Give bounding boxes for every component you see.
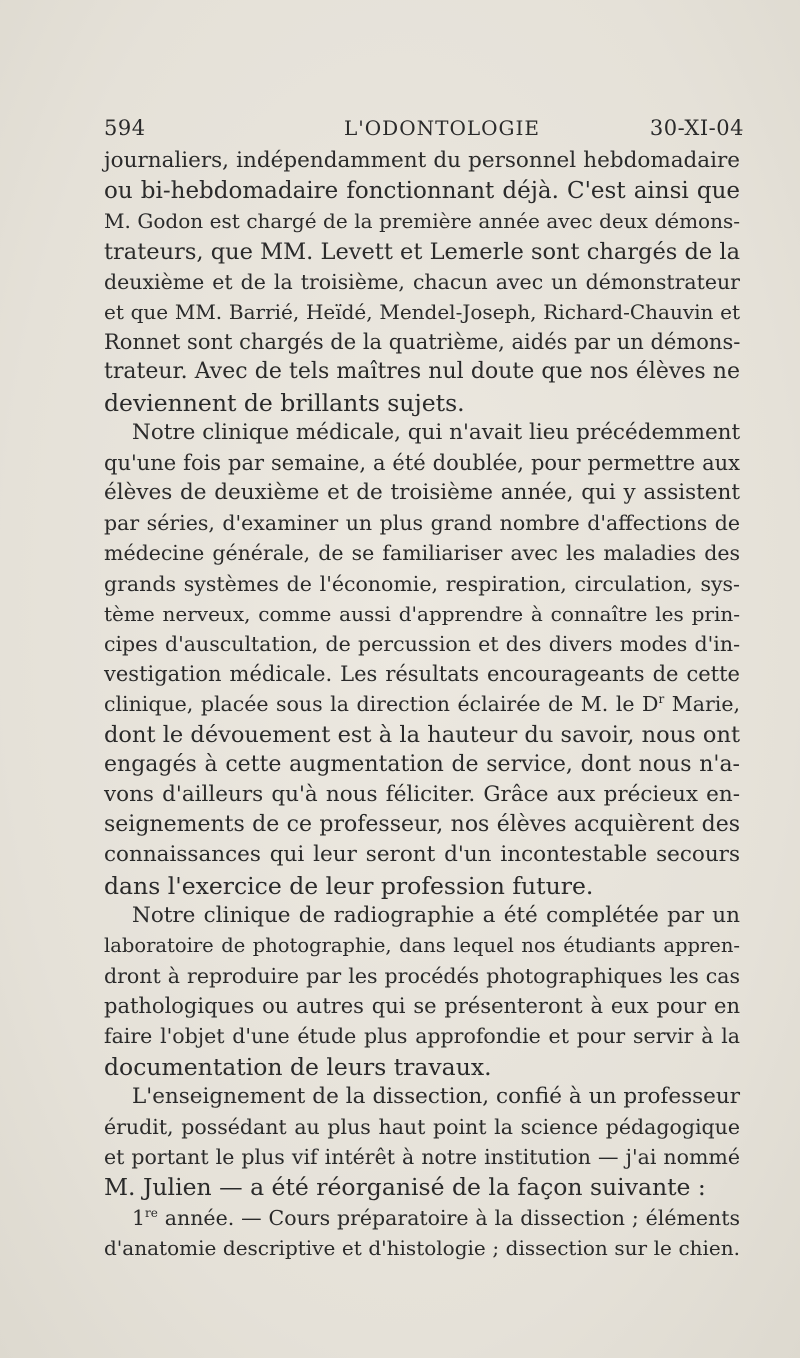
text-line: et portant le plus vif intérêt à notre institution — j'ai nommé (104, 1145, 740, 1170)
text-line: tème nerveux, comme aussi d'apprendre à connaître les prin- (104, 601, 740, 626)
journal-title: L'ODONTOLOGIE (344, 116, 540, 140)
text-line: M. Julien — a été réorganisé de la façon suivante : (104, 1173, 706, 1202)
text-line: par séries, d'examiner un plus grand nombre d'affections de (104, 511, 740, 536)
text-line: qu'une fois par semaine, a été doublée, pour permettre aux (104, 450, 740, 475)
text-line: dront à reproduire par les procédés photographiques les cas (104, 964, 740, 989)
text-line: L'enseignement de la dissection, confié à un professeur (132, 1083, 740, 1109)
text-line: connaissances qui leur seront d'un incontestable secours (104, 842, 740, 868)
article-body (104, 146, 740, 1263)
page-number: 594 (104, 116, 146, 140)
text-line: médecine générale, de se familiariser avec les maladies des (104, 541, 740, 566)
text-line: et que MM. Barrié, Heïdé, Mendel-Joseph, Richard-Chauvin et (104, 299, 740, 324)
issue-date: 30-XI-04 (649, 116, 744, 140)
text-line: vestigation médicale. Les résultats encourageants de cette (104, 662, 740, 687)
text-line: 1re année. — Cours préparatoire à la dissection ; éléments (132, 1205, 740, 1230)
text-line: d'anatomie descriptive et d'histologie ; dissection sur le chien. (104, 1235, 740, 1260)
running-header (104, 116, 744, 146)
text-line: deviennent de brillants sujets. (104, 388, 465, 417)
text-line: dans l'exercice de leur profession future. (104, 871, 594, 900)
text-line: documentation de leurs travaux. (104, 1052, 492, 1081)
text-line: clinique, placée sous la direction éclairée de M. le $D^r$ Marie, (104, 692, 741, 717)
text-line: Notre clinique de radiographie a été complétée par un (132, 902, 740, 928)
text-line: M. Godon est chargé de la première année avec deux démons- (104, 209, 740, 234)
text-line: ou bi-hebdomadaire fonctionnant déjà. C'est ainsi que (104, 178, 740, 205)
text-line: seignements de ce professeur, nos élèves acquièrent des (104, 812, 740, 838)
text-line: faire l'objet d'une étude plus approfondie et pour servir à la (104, 1024, 740, 1049)
text-line: Ronnet sont chargés de la quatrième, aidés par un démons- (104, 330, 741, 355)
text-line: trateurs, que MM. Levett et Lemerle sont chargés de la (104, 238, 740, 265)
text-line: deuxième et de la troisième, chacun avec un démonstrateur (104, 269, 740, 294)
text-line: laboratoire de photographie, dans lequel nos étudiants appren- (104, 933, 740, 957)
text-line: trateur. Avec de tels maîtres nul doute que nos élèves ne (104, 359, 740, 385)
text-line: cipes d'auscultation, de percussion et des divers modes d'in- (104, 632, 740, 656)
text-line: pathologiques ou autres qui se présenteront à eux pour en (104, 994, 740, 1019)
text-line: dont le dévouement est à la hauteur du savoir, nous ont (104, 721, 740, 748)
text-line: engagés à cette augmentation de service, dont nous n'a- (104, 751, 740, 777)
text-line: grands systèmes de l'économie, respiration, circulation, sys- (104, 571, 740, 596)
text-line: vons d'ailleurs qu'à nous féliciter. Grâce aux précieux en- (104, 781, 740, 807)
text-line: érudit, possédant au plus haut point la science pédagogique (104, 1115, 740, 1139)
text-line: Notre clinique médicale, qui n'avait lieu précédemment (132, 419, 741, 445)
text-line: élèves de deuxième et de troisième année, qui y assistent (104, 480, 740, 506)
text-line: journaliers, indépendamment du personnel hebdomadaire (104, 148, 740, 173)
